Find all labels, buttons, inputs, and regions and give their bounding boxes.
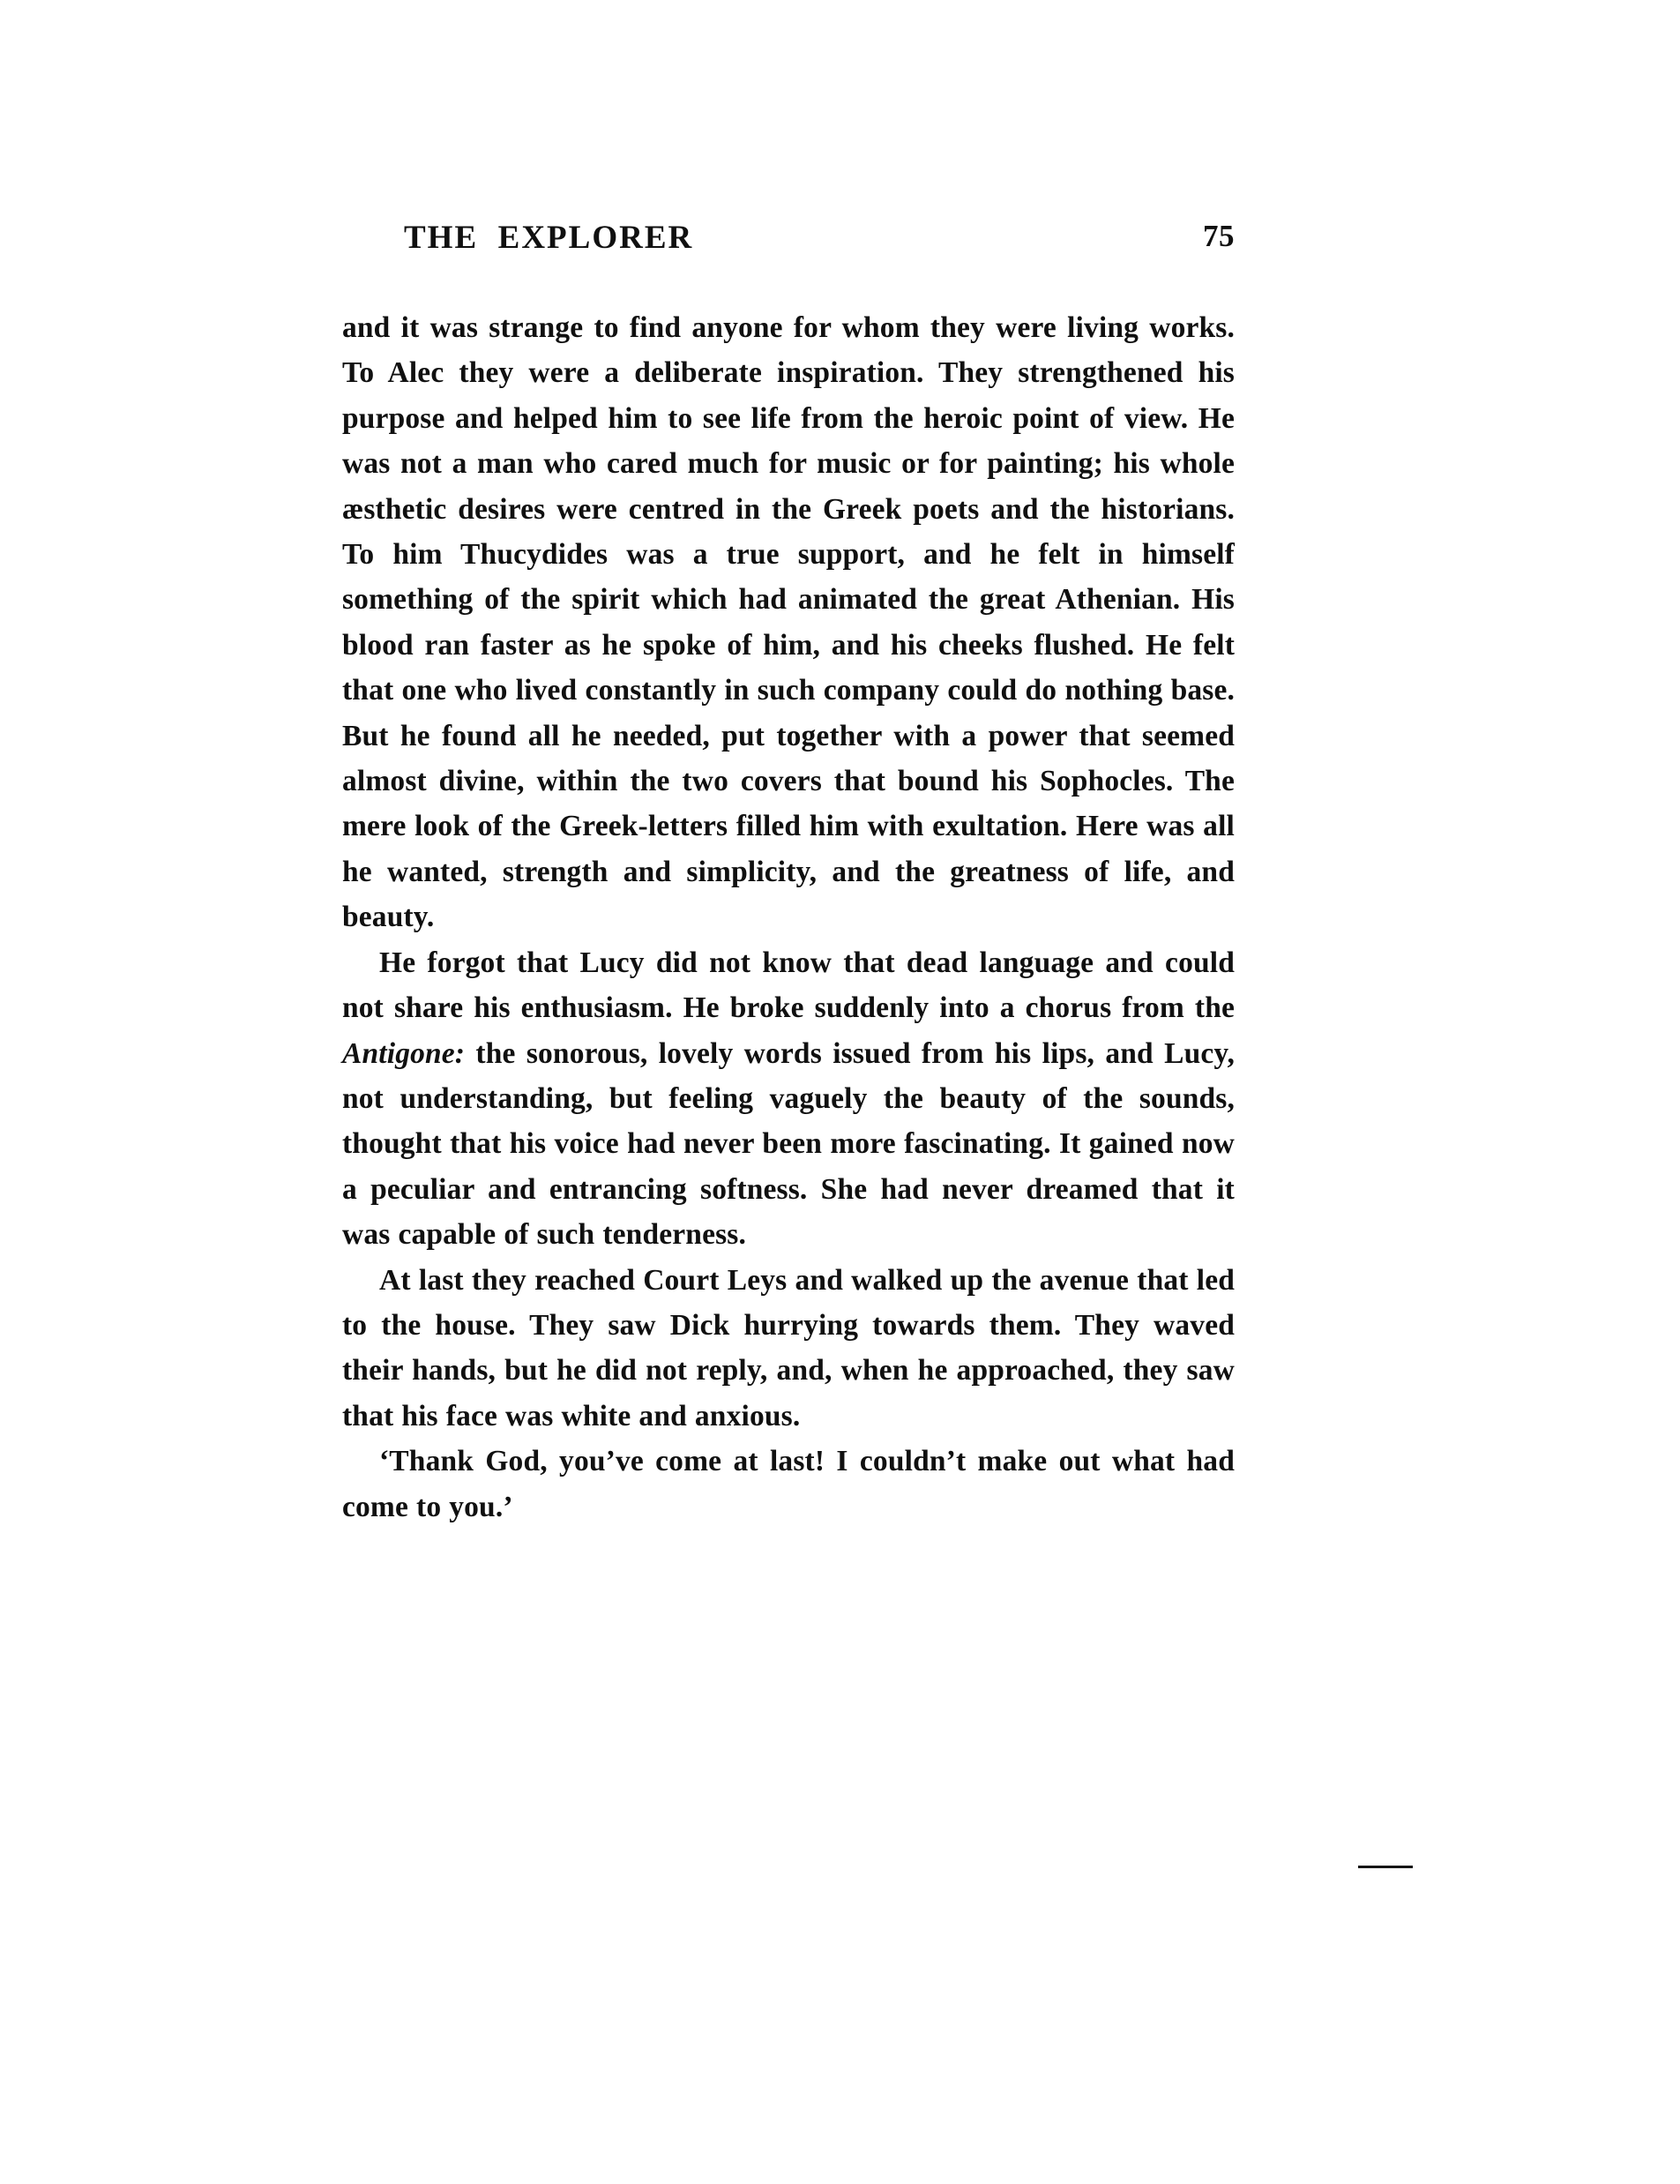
paragraph-court-leys: At last they reached Court Leys and walked up the avenue that led to the house. They saw Dick hurrying towards them. They waved their hands, but he did not reply, and, when he approached, they saw that his face was white and anxious. bbox=[342, 1263, 1235, 1432]
paragraph-continued: and it was strange to find anyone for whom they were living works. To Alec they were a deliberate inspiration. They strengthened his purpose and helped him to see life from the heroic point of view. He was not a man who cared much for music or for painting; his whole æsthetic desires were centred in the Greek poets and the historians. To him Thucydides was a true support, and he felt in himself something of the spirit which had animated the great Athenian. His blood ran faster as he spoke of him, and his cheeks flushed. He felt that one who lived constantly in such company could do nothing base. But he found all he needed, put together with a power that seemed almost divine, within the two covers that bound his Sophocles. The mere look of the Greek-letters filled him with exultation. Here was all he wanted, strength and simplicity, and the greatness of life, and beauty. bbox=[342, 311, 1235, 934]
body-text bbox=[342, 305, 1235, 1530]
paragraph-antigone-part2: the sonorous, lovely words issued from his lips, and Lucy, not understanding, but feeling vaguely the beauty of the sounds, thought that his voice had never been more fascinating. It gained now a peculiar and entrancing softness. She had never dreamed that it was capable of such tenderness. bbox=[342, 1036, 1235, 1252]
running-head bbox=[342, 219, 1235, 273]
footer-divider bbox=[1358, 1866, 1413, 1868]
paragraph-antigone bbox=[342, 940, 1235, 1258]
paragraph-dialogue: ‘Thank God, you’ve come at last! I couldn’t make out what had come to you.’ bbox=[342, 1445, 1235, 1523]
text-column bbox=[342, 219, 1235, 1530]
page-number: 75 bbox=[1203, 219, 1235, 253]
paragraph-antigone-part1: He forgot that Lucy did not know that dead language and could not share his enthusiasm. He broke suddenly into a chorus from the bbox=[342, 946, 1235, 1025]
page-title: THE EXPLORER bbox=[404, 220, 694, 256]
italic-title-antigone: Antigone: bbox=[342, 1036, 466, 1070]
